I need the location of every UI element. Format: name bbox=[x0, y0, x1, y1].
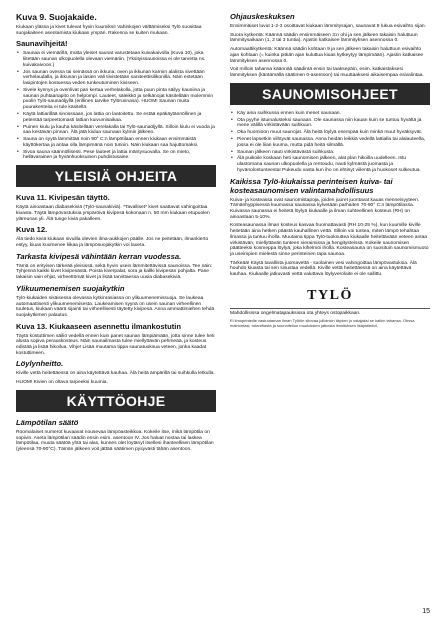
text-suora-kytkenta: Suora kytkentä: Käännä säädin ensimmäiseen 3:n ohi ja sen jälkeen takaisin haluttuun lämmitysaikaan (1, 2 tai 3 tuntia). Ajastin katkaisee lämmityksen asennossa 0. bbox=[230, 32, 418, 44]
text-kuva11: Käytä ainoastaan diabasekiviä (Tylö-saunakiviä). *Tavalliset* kivet saattavat vahingoittaa kiuasta. Täytä lämpövastuksia ympäröivä kivipesä kokonaan n. 50 mm kiukaan etupuolen yläreunan yli. Älä tunge kiviä pakalleen. bbox=[16, 205, 210, 222]
heading-kuva9: Kuva 9. Suojakaide. bbox=[16, 12, 97, 22]
banner-yleisia-ohjeita: YLEISIÄ OHJEITA bbox=[16, 165, 216, 187]
text-lampotila: Roomalaiset numerot kuvaavat nousevaa lämpöasteikkoa. Kokeile itse, mikä lämpötila on sopivin. Aseta lämpötilan säädin ensin esim. asentoon IV. Jos haluat nostaa tai laskea lämpötilaa, muuta säätöä yhtä tai alas, kunnes olet löytänyt itsellesi ihanteellisen lämpötilan (yleensä 70-90°C). Tämän jälkeen voit jättää säätimen pysyvästi tähän asentoon. bbox=[16, 429, 214, 452]
list-item: • Saunan jälkeen nauti virkistävästä suihkusta. bbox=[237, 150, 430, 156]
list-item: • Pienet lapsetkin viihtyvät saunassa. Anna heidän leikkiä vedellä lattialla tai alalauteella, jossa ei ole liian kuuma, mutta pidä heitä silmällä. bbox=[237, 137, 430, 148]
text-tarkeaa: Tärkeää! Käytä tavallista juomavettä - suolainen vesi vahingoittaa lämpövastuksia. Älä houhdo kiuasta tai sen sisustaa vedellä. Kiville vettä heitettäessä on aina käytettävä kauhaa. Kiukaalle jatkuvasti vettä valuttava löylyverolaite ei ole sallittu. bbox=[230, 260, 417, 278]
text-voit-milloin: Voit milloin tahansa käännää säädintä ensin tai taaksepäin, esim. katkaistaksesi lämmityksen (käntämällä säätimen 0-asentoon) tai muuttaaksesi aikaisempaa esivalintaa. bbox=[230, 67, 424, 78]
list-item: • Sivoa sauna säännöllisesti. Pese lauteet ja lattia mäntysuovalla. Se on mieto, hellävarainen ja hyvänhuoksuinen puhdistusaine. bbox=[23, 150, 216, 161]
logo-divider bbox=[230, 308, 430, 309]
text-ohjauskeskus: Ensimmäiset luvut 1-2-3 osoittavat kiukaan lämmitysajan, saunavat 9 lukua esivaihto sijan. bbox=[230, 24, 426, 29]
list-item: • Käy aina suihkussa ennen kuin menet saunaan. bbox=[237, 111, 430, 117]
text-automaattikytkenta: Automaattikytkentä: Käännä säädin kohtaan 9 ja sen jälkeen takaisin haluttuun esivaihto ajan kohtaan (= kuinka pitkän ajan kuluttua kiuas kytkeytyy lämpimään). Ajastin katkaisee lämmityksen asennossa 0. bbox=[230, 47, 424, 64]
text-mahdollisissa: Mahdollisissa ongelmatapauksissa ota yhteys ostopaikkaan. bbox=[230, 310, 361, 316]
heading-loylynheitto: Löylynheitto. bbox=[16, 359, 64, 369]
text-kuiva-kostea: Kuiva- ja kosteassa ovat saunomistapoja, joiden juuret juontavat kauas menneisyyteen. Tämänhyppisessä kuumassa saunassa kylvetään parhaiten 70-90° C:n lämpötilassa. Kuivassa saunassa ei heitetä löylyä kiukaalle ja ilman suhteellinen kosteus (RH) on ainoastaan 5-10%. bbox=[230, 197, 420, 220]
tylo-logo bbox=[230, 282, 430, 306]
right-column bbox=[230, 12, 430, 329]
heading-ohjauskeskus: Ohjauskeskuksen bbox=[230, 12, 295, 21]
heading-ylikuumeneminen: Ylikuumenemisen suojakytkin bbox=[16, 283, 125, 293]
text-ylikuumeneminen: Tylö-kiukaiden sisäisessa olevassa kytkinrasiassa on ylikuumenemissuoja. Se laukeaa automaattisesti ylikuumenemisesta. Laukeamisen syynä on usein saunan virheellinen tuuletus, kiukaan väärä sijainti tai virheellisesti täytetty kivipesä. Anna ammattimiehen tehdä suojakytkimen palautus. bbox=[16, 295, 215, 318]
list-item: • Sivele kynnys ja ovenlivat pari kertaa verhelakolla, jotta puun pinta säilyy kauniina ja saunan puhtaanapito on helpompi. Lauteet, säleikkö ja selkänojat käsitellään molemmin puolin Tylö-saunaöljyllä (erillinen tarvike Tylörunnasa). HUOM! Saunan muita puurakenteita ei tule käsitellä. bbox=[23, 88, 216, 111]
list-item: • Puinen kiulu ja kauha käsitellään verelakalla tai Tylö-saunaöljyllä. Silloin kiulu ei vuoda ja saa kestävän pinnan. Älä jätä kiulua saunaan kylmin jälkeen. bbox=[23, 125, 216, 136]
text-kosteasauna: Kosteasaunassa ilman kosteus kasvaa huomattavasti (RH 10-25 %), kun kuumille kiville heitetään aina hetken päästä kauhallinen vettä. Silloin voi tuntea, miten lämpö tehahtaa ilmassa ja tuntuu iholla. Muutama tippa Tylö-tuoksuttea kiukaalle heitettävään veteen antaa virkistävän, miellyttävän tunteen sieraimissa ja hengitysteissä. Kokeile saunomisen päätteeksi kosmeppa löylyä, joka kihelmöi iholla. Kosteasauna on suosituin saunomismuoto ja useimpien mielestä sinne perinteinen tapa saunoa. bbox=[230, 223, 429, 257]
list-item: • Älä puikoile koskaan heti saunomisen jälkeen, alat plan hikoilla uudelleen. Istu ulastomana saunan ulkopuolella ja rentoudu, nauti kylmästä juomasta ja hyvänolontunteesta! Pukeudu vasta kun iho on ehtinyt viilentä ja huokoset sulkeutua. bbox=[237, 156, 430, 173]
heading-kuva12: Kuva 12. bbox=[16, 225, 48, 235]
tips-list bbox=[16, 51, 216, 161]
text-loylynheitto: Kiville vettä heitettäessä on aina käytettävä kauhaa. Älä heitä ämpärillä tai suihkulla letkulla. bbox=[16, 371, 215, 377]
page-number: 15 bbox=[422, 608, 430, 615]
text-kuva9: Kiukaan ylässa ja kivet tulevat hyvin kuumiksi! Vahinkojen välttämiseksi Tylö suosittaa suojakaiteen asentamista kiukaan ympäri. Rakenna se kuiten mukaan. bbox=[16, 25, 202, 36]
banner-saunomisohjeet: SAUNOMISOHJEET bbox=[230, 83, 430, 105]
sauna-instructions-list bbox=[230, 111, 430, 174]
heading-lampotila: Lämpötilan säätö bbox=[16, 417, 79, 427]
text-tarkasta: Tämä on erityisen tärkeää yleisissä, sekä hyvin usein lämmitettävissä saunoissa. Tee näin: Tyhjennä kaikki kivet kivipesästä. Poista kiverpalat, sora ja kallki kivipesän pohjalta. Pane takaisin vain ehjat, virheettömät kivet ja lisää tarvittaessa uusia diabasekiviä. bbox=[16, 263, 213, 281]
left-column bbox=[16, 12, 216, 456]
text-kuva12: Älä tiedo kiviä kiukaan sivuilla olevien ilma-aukkojen päälle. Jos ne peitetään, ilmankierto estyy, kiuas kuumenee liikaa ja lämpösuojakytkin voi laueta. bbox=[16, 237, 209, 248]
heading-kuva13: Kuva 13. Kiukaaseen asennettu ilmankostutin bbox=[16, 321, 182, 331]
text-kuva13: Täytä kostuttimen säiliö vedellä ennen kuin panet saunan lämpiämään, jotta sinne tulee heti alusta sopiva perauskosteus. Näin saunailmasta tulee miellyttävän pehmeää, ja kosteus edistää ja lisää hikoilua. Vihje! Lisää muutama tippa saunatuoksua veteen, jonka kaadat kostuttimeen. bbox=[16, 333, 215, 356]
list-item: • Ota pyyhe istuinalusteksi saunaan. Ole saunassa niin kauan kuin se tuntuu hyvältä ja mene välillä virkistävään suihkuun. bbox=[237, 118, 430, 129]
list-item: • Saunaa ei viemärillä, mutta yleiset saunat varustetaan kuivakaivolla (Kuva 10), joka liitetään saunan ulkopuolella olevaan viemäriin. (Yksityissaunoissa ei ole tarvetta ns. kuivakaivoon.) bbox=[23, 51, 216, 68]
list-item: • Jos saunan ovessa tai seinässä on ikkuna, oven ja ikkunan karmin alalista sivettään verhelaudalla, ja ikkunan ja lasien väli tiivistetään saniteettisilikonilla. Näin estetään lasipintojen kostuessa veden tunkeutuminen kiviseen. bbox=[23, 70, 216, 87]
tylo-logo-box bbox=[306, 286, 354, 302]
text-fine-print: Ei ilmoprinteille vastuutaman ilman Tylöön sitovaa jolloinkin täyden jo ostajaksi se kaikin tahansa. Ohssa mainontasi, rotanrtiasta ja suunnitellun muutoksien jatkosta ilmoituksen lisäystiedot. bbox=[230, 318, 415, 329]
list-item: • Oka huomioon muut saunojat. Älä heitä löylyä enempää kuin minkä muut hyväksyvät. bbox=[237, 130, 430, 136]
text-huom: HUOM! Kivien on oltava tarpeeksi kuumia. bbox=[16, 380, 108, 386]
tylo-logo-word: TYLÖ bbox=[307, 287, 353, 302]
list-item: • Sauna on syytä lämmittää noin 90° C:n lämpötilaan ennen kiukaan ensimmäistä käyttökertaa ja antaa olla lämpimänä noin tunnin. Näin kiukaan saa hajuttomaksi. bbox=[23, 137, 216, 148]
list-item: • Käytä lattiarillää sinosssaan, jos lattia on laatoitettu. Se estää epäkäytännöllinen ja petentää tarpeettomasti lattian kuivumisaikaa. bbox=[23, 112, 216, 123]
heading-tarkasta: Tarkasta kivipesä vähintään kerran vuodessa. bbox=[16, 251, 182, 261]
banner-kayttoohje: KÄYTTÖOHJE bbox=[16, 390, 216, 412]
tylo-logo-mark-icon bbox=[306, 286, 354, 302]
heading-saunavihjeita: Saunavihjeitä! bbox=[16, 39, 68, 49]
heading-kaikissa-tylo: Kaikissa Tylö-kiukaissa perinteisen kuiva- tai kosteasaunomisen valintamahdollisuus bbox=[230, 176, 393, 195]
heading-kuva11: Kuva 11. Kivipesän täyttö. bbox=[16, 193, 110, 203]
